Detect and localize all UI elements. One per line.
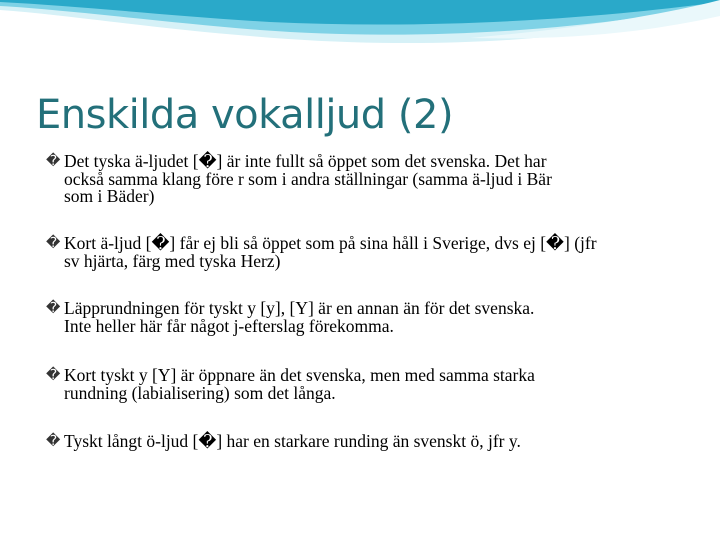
bullet-line: som i Bäder) [64,186,155,206]
slide-title: Enskilda vokalljud (2) [36,92,454,138]
bullet-line: Kort ä-ljud [�] får ej bli så öppet som på sina håll i Sverige, dvs ej [�] (jfr [64,233,597,253]
bullet-line: Läpprundningen för tyskt y [y], [Y] är en annan än för det svenska. [64,298,535,318]
bullet-item [46,235,597,270]
bullet-line: Tyskt långt ö-ljud [�] har en starkare runding än svenskt ö, jfr y. [64,431,521,451]
bullet-item [46,300,534,335]
bullet-line: Inte heller här får något j-efterslag förekomma. [64,315,394,336]
bullet-line: Det tyska ä-ljudet [�] är inte fullt så öppet som det svenska. Det har [64,151,547,171]
bullet-marker-icon: � [46,433,61,449]
bullet-line: Kort tyskt y [Y] är öppnare än det svenska, men med samma starka [64,365,535,385]
header-wave-decoration [0,0,720,80]
bullet-line: rundning (labialisering) som det långa. [64,382,336,403]
bullet-item [46,153,552,206]
bullet-marker-icon: � [46,153,61,169]
bullet-marker-icon: � [46,300,61,316]
bullet-marker-icon: � [46,235,61,251]
bullet-line: sv hjärta, färg med tyska Herz) [64,250,281,271]
bullet-line: också samma klang före r som i andra ställningar (samma ä-ljud i Bär [64,168,552,189]
bullet-marker-icon: � [46,367,61,383]
bullet-item [46,367,535,402]
bullet-item [46,433,521,451]
